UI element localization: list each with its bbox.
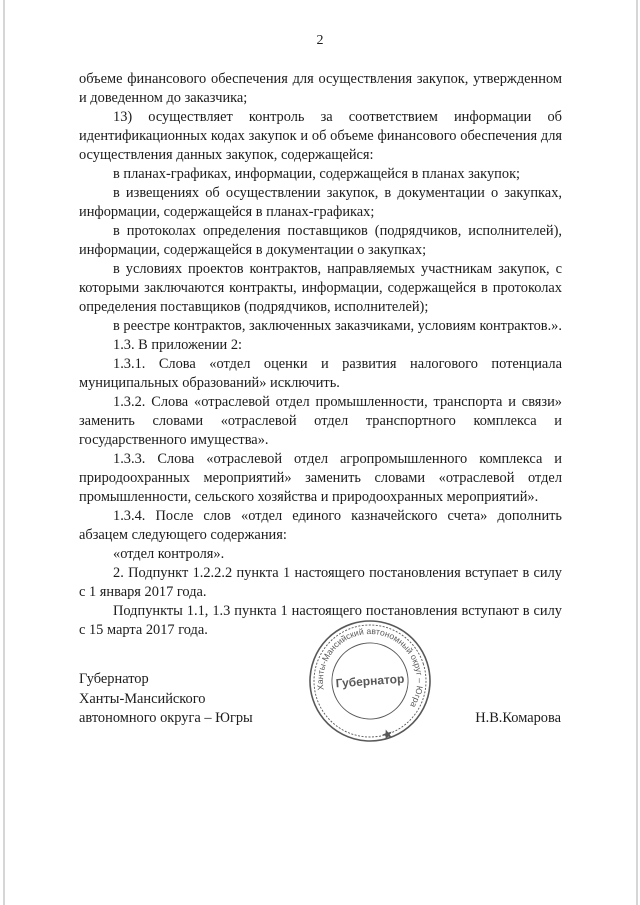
official-seal-stamp (305, 616, 435, 746)
signatory-position-line: Ханты-Мансийского (79, 690, 206, 707)
body-paragraph: в условиях проектов контрактов, направляемых участникам закупок, с которыми заключаются контракты, информации, содержащейся в протоколах определения поставщиков (подрядчиков, исполнителей); (79, 261, 562, 315)
body-paragraph: 1.3. В приложении 2: (113, 337, 243, 353)
body-paragraph: 13) осуществляет контроль за соответствием информации об идентификационных кодах закупок и об объеме финансового обеспечения для осуществления данных закупок, содержащейся: (79, 109, 562, 163)
seal-center-text: Губернатор (335, 671, 405, 691)
body-paragraph: в извещениях об осуществлении закупок, в документации о закупках, информации, содержащейся в планах-графиках; (79, 185, 562, 220)
body-paragraph: 1.3.4. После слов «отдел единого казначейского счета» дополнить абзацем следующего содержания: (79, 508, 562, 543)
body-paragraph: 1.3.2. Слова «отраслевой отдел промышленности, транспорта и связи» заменить словами «отраслевой отдел транспортного комплекса и государственного имущества». (79, 394, 562, 448)
signatory-position-line: автономного округа – Югры (79, 710, 253, 726)
body-paragraph: Подпункты 1.1, 1.3 пункта 1 настоящего постановления вступают в силу с 15 марта 2017 года. (79, 603, 562, 638)
body-paragraph: в протоколах определения поставщиков (подрядчиков, исполнителей), информации, содержащейся в документации о закупках; (79, 223, 562, 258)
body-paragraph: в планах-графиках, информации, содержащейся в планах закупок; (113, 166, 521, 182)
seal-ring-text: Ханты-Мансийский автономный округ – Югра (314, 625, 426, 710)
body-paragraph: 1.3.1. Слова «отдел оценки и развития налогового потенциала муниципальных образований» исключить. (79, 356, 562, 391)
signatory-name: Н.В.Комарова (475, 710, 561, 726)
body-paragraph: 2. Подпункт 1.2.2.2 пункта 1 настоящего постановления вступает в силу с 1 января 2017 года. (79, 565, 562, 600)
body-paragraph: в реестре контрактов, заключенных заказчиками, условиям контрактов.». (113, 318, 562, 334)
body-paragraph: «отдел контроля». (113, 546, 225, 562)
page-number: 2 (316, 33, 324, 48)
body-paragraph: объеме финансового обеспечения для осуществления закупок, утвержденном и доведенном до заказчика; (79, 71, 562, 106)
body-paragraph: 1.3.3. Слова «отраслевой отдел агропромышленного комплекса и природоохранных мероприятий» заменить словами «отраслевой отдел промышленности, сельского хозяйства и природоохранных мероприятий». (79, 451, 562, 505)
scan-edge-right (636, 0, 638, 905)
scan-edge-left (3, 0, 5, 905)
signatory-position (79, 670, 253, 729)
document-body (79, 70, 562, 640)
signatory-position-line: Губернатор (79, 671, 149, 687)
